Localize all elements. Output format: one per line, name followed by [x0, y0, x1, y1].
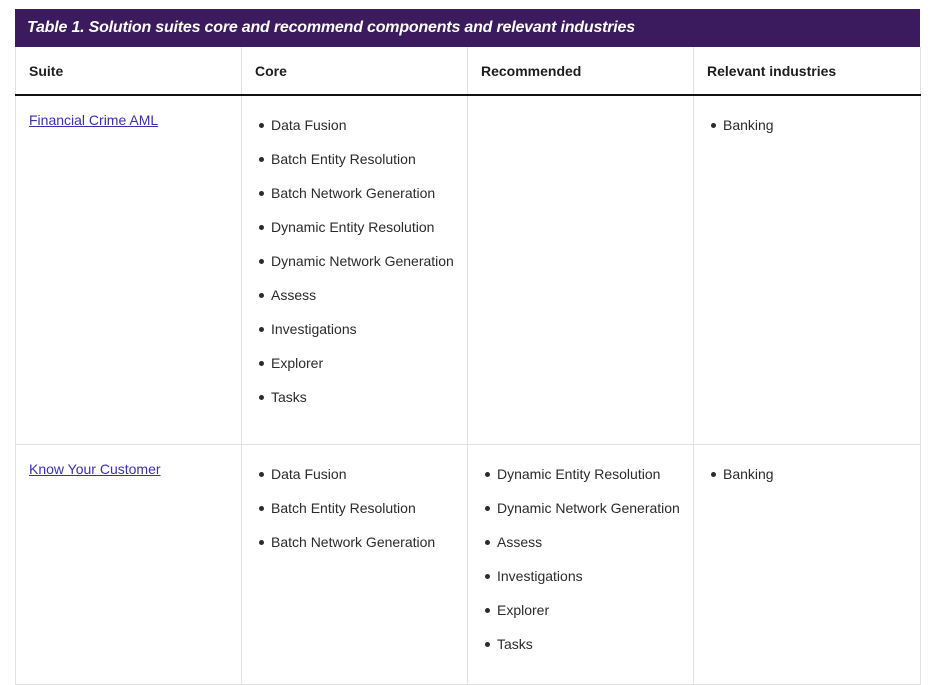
header-core: Core: [242, 47, 468, 95]
core-list: [255, 115, 455, 421]
list-item: Batch Entity Resolution: [271, 149, 455, 183]
list-item: Investigations: [271, 319, 455, 353]
list-item: Assess: [271, 285, 455, 319]
header-relevant-industries: Relevant industries: [694, 47, 921, 95]
core-cell: [242, 444, 468, 684]
industries-list: [707, 115, 908, 149]
recommended-cell: [468, 95, 694, 444]
list-item: Data Fusion: [271, 464, 455, 498]
suite-cell: [16, 444, 242, 684]
suite-cell: [16, 95, 242, 444]
suite-link-know-your-customer[interactable]: Know Your Customer: [29, 460, 161, 477]
list-item: Banking: [723, 115, 908, 149]
list-item: Batch Network Generation: [271, 532, 455, 566]
list-item: Explorer: [497, 600, 681, 634]
recommended-cell: [468, 444, 694, 684]
list-item: Tasks: [497, 634, 681, 668]
list-item: Banking: [723, 464, 908, 498]
table-header-row: [16, 47, 921, 95]
core-list: [255, 464, 455, 566]
solution-suites-table: [15, 9, 920, 685]
table-row: [16, 444, 921, 684]
industries-list: [707, 464, 908, 498]
list-item: Batch Entity Resolution: [271, 498, 455, 532]
industries-cell: [694, 95, 921, 444]
table-row: [16, 95, 921, 444]
list-item: Data Fusion: [271, 115, 455, 149]
list-item: Assess: [497, 532, 681, 566]
list-item: Dynamic Entity Resolution: [271, 217, 455, 251]
list-item: Dynamic Network Generation: [497, 498, 681, 532]
header-suite: Suite: [16, 47, 242, 95]
list-item: Dynamic Network Generation: [271, 251, 455, 285]
list-item: Tasks: [271, 387, 455, 421]
industries-cell: [694, 444, 921, 684]
list-item: Dynamic Entity Resolution: [497, 464, 681, 498]
table-caption: Table 1. Solution suites core and recommend components and relevant industries: [15, 9, 920, 47]
list-item: Batch Network Generation: [271, 183, 455, 217]
suites-table-grid: [15, 47, 921, 685]
suite-link-financial-crime-aml[interactable]: Financial Crime AML: [29, 112, 159, 128]
list-item: Explorer: [271, 353, 455, 387]
list-item: Investigations: [497, 566, 681, 600]
header-recommended: Recommended: [468, 47, 694, 95]
core-cell: [242, 95, 468, 444]
recommended-list: [481, 464, 681, 668]
